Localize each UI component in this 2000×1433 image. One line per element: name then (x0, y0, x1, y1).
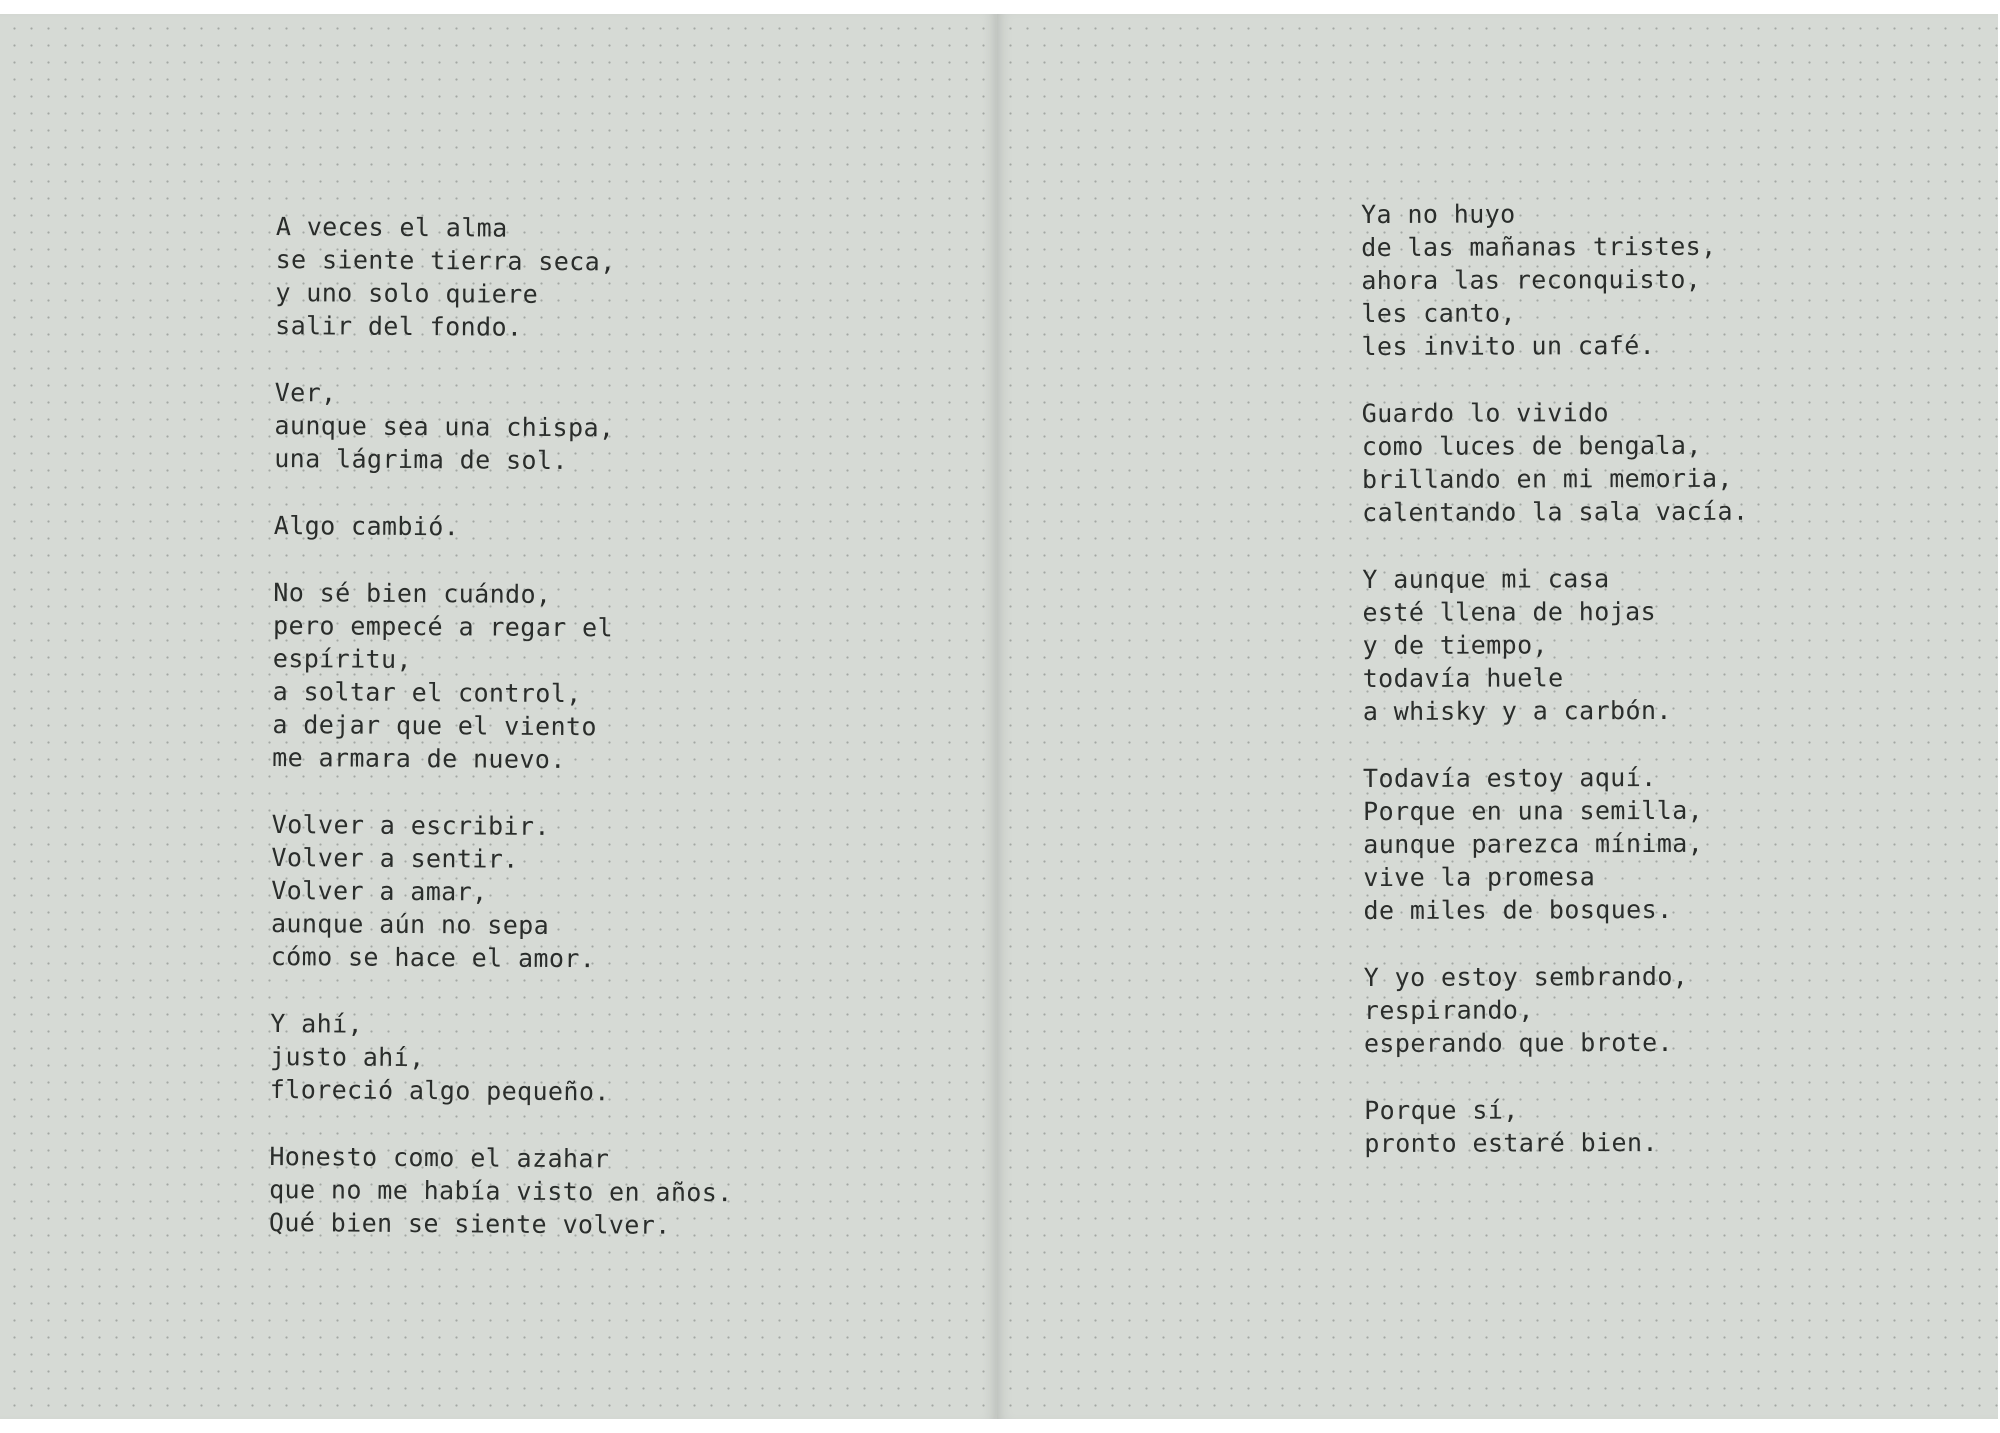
poem-line: aunque sea una chispa, (274, 410, 615, 443)
poem-line: brillando en mi memoria, (1361, 463, 1733, 494)
stanza (1364, 1093, 1751, 1160)
stanza (270, 1007, 734, 1109)
poem-line: esté llena de hojas (1362, 596, 1657, 627)
poem-line: y uno solo quiere (275, 277, 539, 309)
poem-line: Qué bien se siente volver. (268, 1207, 671, 1240)
poem-line: justo ahí, (269, 1041, 425, 1073)
poem-line: aunque aún no sepa (270, 908, 550, 940)
poem-line: todavía huele (1362, 663, 1564, 693)
poem-line: me armara de nuevo. (272, 742, 566, 775)
stanza (271, 808, 736, 976)
poem-line: Honesto como el azahar (269, 1141, 610, 1174)
stanza (1363, 761, 1750, 927)
poem-line: Volver a escribir. (271, 809, 550, 841)
stanza (269, 1140, 733, 1242)
poem-line: espíritu, (272, 643, 413, 674)
poem-line: de miles de bosques. (1363, 894, 1673, 925)
poem-line: a whisky y a carbón. (1362, 695, 1672, 726)
poem-line: que no me había visto en años. (269, 1174, 733, 1208)
poem-line: respirando, (1363, 995, 1534, 1025)
poem-line: de las mañanas tristes, (1361, 231, 1717, 262)
right-poem (1361, 197, 1751, 1194)
poem-line: Y ahí, (270, 1008, 364, 1039)
poem-line: a dejar que el viento (272, 709, 597, 742)
poem-line: Todavía estoy aquí. (1362, 762, 1657, 793)
poem-line: vive la promesa (1363, 862, 1596, 892)
poem-line: A veces el alma (275, 211, 508, 243)
page-gutter (995, 14, 997, 1419)
poem-line: No sé bien cuándo, (273, 577, 552, 609)
poem-line: Guardo lo vivido (1361, 398, 1610, 428)
poem-line: Volver a amar, (271, 875, 488, 907)
left-poem (269, 210, 740, 1276)
stanza (272, 576, 737, 777)
poem-line: cómo se hace el amor. (270, 941, 596, 974)
poem-line: a soltar el control, (272, 676, 582, 709)
poem-line: se siente tierra seca, (275, 244, 616, 277)
poem-line: Porque sí, (1364, 1095, 1519, 1125)
stanza (274, 376, 738, 478)
poem-line: Y yo estoy sembrando, (1363, 961, 1689, 992)
stanza (1362, 396, 1749, 529)
poem-line: aunque parezca mínima, (1363, 828, 1704, 859)
poem-line: floreció algo pequeño. (269, 1074, 610, 1107)
poem-line: salir del fondo. (275, 310, 523, 342)
stanza (1361, 197, 1748, 363)
poem-line: Volver a sentir. (271, 842, 519, 874)
poem-line: Algo cambió. (273, 510, 460, 542)
poem-line: pero empecé a regar el (272, 610, 614, 643)
poem-line: ahora las reconquisto, (1361, 264, 1702, 295)
poem-line: Ver, (274, 377, 337, 408)
poem-line: les invito un café. (1361, 330, 1656, 361)
poem-line: como luces de bengala, (1361, 430, 1702, 461)
stanza (1362, 562, 1749, 728)
poem-line: y de tiempo, (1362, 630, 1549, 660)
poem-line: esperando que brote. (1363, 1027, 1674, 1058)
poem-line: calentando la sala vacía. (1362, 496, 1749, 527)
stanza (275, 210, 739, 345)
poem-line: una lágrima de sol. (274, 443, 568, 476)
stanza (1364, 960, 1751, 1060)
poem-line: Y aunque mi casa (1362, 564, 1610, 594)
poem-line: Ya no huyo (1361, 199, 1516, 229)
poem-line: les canto, (1361, 298, 1516, 328)
poem-line: pronto estaré bien. (1364, 1127, 1658, 1158)
stanza (274, 509, 738, 545)
left-page (0, 14, 996, 1419)
poem-line: Porque en una semilla, (1363, 795, 1704, 826)
